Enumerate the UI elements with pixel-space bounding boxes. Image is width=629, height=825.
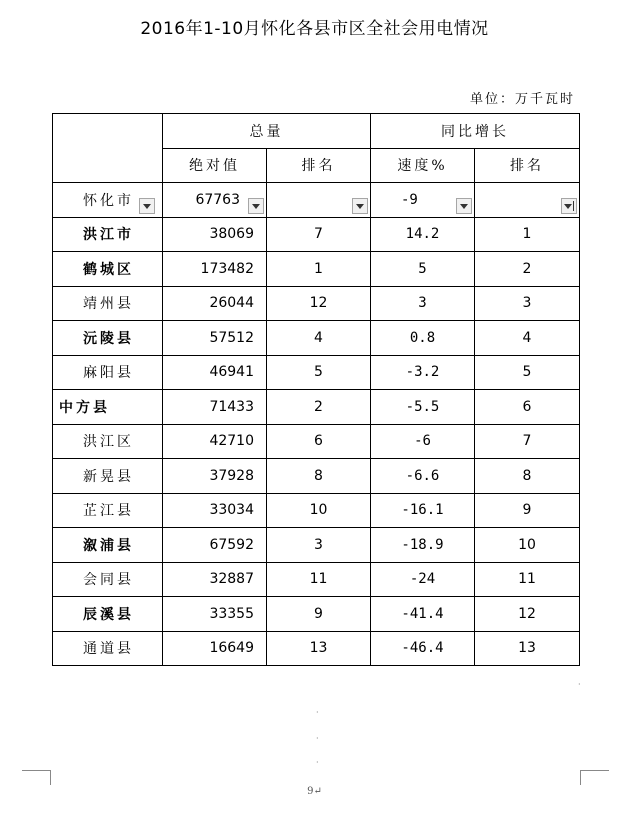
format-mark: · [316,734,319,743]
table-row [53,597,580,632]
cell-region-name: 中方县 [53,390,163,425]
cell-region-name: 洪江市 [53,217,163,252]
filter-cell-speed [371,183,475,218]
cell-speed: 5 [371,252,475,287]
table-row [53,562,580,597]
format-mark: · [316,758,319,767]
table-row [53,528,580,563]
cell-rank2: 2 [475,252,580,287]
cell-region-name: 溆浦县 [53,528,163,563]
cell-rank2: 5 [475,355,580,390]
cell-absolute: 33034 [163,493,267,528]
filter-speed-value: -9 [401,191,418,208]
cell-rank: 4 [267,321,371,356]
cell-rank: 7 [267,217,371,252]
header-rank: 排名 [267,148,371,183]
cell-region-name: 洪江区 [53,424,163,459]
page-corner-mark-right [580,770,609,785]
cell-rank2: 8 [475,459,580,494]
sort-icon[interactable] [561,198,577,214]
table-row [53,390,580,425]
cell-rank: 10 [267,493,371,528]
cell-rank2: 10 [475,528,580,563]
cell-absolute: 42710 [163,424,267,459]
cell-speed: -6 [371,424,475,459]
cell-rank2: 6 [475,390,580,425]
cell-speed: -16.1 [371,493,475,528]
cell-rank: 3 [267,528,371,563]
cell-rank: 11 [267,562,371,597]
cell-speed: 3 [371,286,475,321]
cell-speed: -24 [371,562,475,597]
filter-cell-absolute [163,183,267,218]
table-row [53,217,580,252]
cell-region-name: 芷江县 [53,493,163,528]
cell-absolute: 46941 [163,355,267,390]
cell-speed: 14.2 [371,217,475,252]
cell-region-name: 通道县 [53,631,163,666]
filter-cell-rank2 [475,183,580,218]
page-number: 9↵ [307,786,322,797]
cell-rank2: 11 [475,562,580,597]
filter-row [53,183,580,218]
cell-rank: 5 [267,355,371,390]
header-row-groups [53,114,580,149]
cell-absolute: 67592 [163,528,267,563]
cell-speed: -5.5 [371,390,475,425]
table-row [53,459,580,494]
filter-name-value: 怀化市 [83,192,134,209]
header-absolute: 绝对值 [163,148,267,183]
cell-rank2: 13 [475,631,580,666]
filter-cell-rank [267,183,371,218]
cell-rank2: 3 [475,286,580,321]
cell-speed: -41.4 [371,597,475,632]
cell-rank2: 12 [475,597,580,632]
cell-speed: -3.2 [371,355,475,390]
cell-region-name: 鹤城区 [53,252,163,287]
table-row [53,424,580,459]
chevron-down-icon[interactable] [248,198,264,214]
header-total: 总量 [163,114,371,149]
cell-region-name: 沅陵县 [53,321,163,356]
table-row [53,321,580,356]
cell-rank: 8 [267,459,371,494]
cell-region-name: 麻阳县 [53,355,163,390]
table-row [53,493,580,528]
cell-speed: -18.9 [371,528,475,563]
header-blank-cell [53,114,163,183]
cell-region-name: 靖州县 [53,286,163,321]
cell-rank2: 9 [475,493,580,528]
cell-absolute: 37928 [163,459,267,494]
cell-speed: -46.4 [371,631,475,666]
chevron-down-icon[interactable] [352,198,368,214]
cell-rank2: 7 [475,424,580,459]
cell-rank: 6 [267,424,371,459]
cell-absolute: 33355 [163,597,267,632]
cell-absolute: 71433 [163,390,267,425]
header-rank2: 排名 [475,148,580,183]
unit-label: 单位：万千瓦时 [469,92,575,107]
cell-rank: 12 [267,286,371,321]
cell-rank: 2 [267,390,371,425]
header-speed: 速度% [371,148,475,183]
filter-cell-name [53,183,163,218]
cell-absolute: 26044 [163,286,267,321]
cell-rank: 13 [267,631,371,666]
header-yoy-growth: 同比增长 [371,114,580,149]
page-corner-mark-left [22,770,51,785]
cell-absolute: 38069 [163,217,267,252]
cell-speed: -6.6 [371,459,475,494]
cell-absolute: 32887 [163,562,267,597]
chevron-down-icon[interactable] [456,198,472,214]
cell-region-name: 辰溪县 [53,597,163,632]
cell-rank: 9 [267,597,371,632]
electricity-table [52,113,580,666]
table-row [53,355,580,390]
cell-region-name: 会同县 [53,562,163,597]
format-mark: · [316,708,319,717]
table-row [53,286,580,321]
cell-rank2: 1 [475,217,580,252]
cell-speed: 0.8 [371,321,475,356]
filter-absolute-value: 67763 [195,191,240,208]
cell-absolute: 16649 [163,631,267,666]
format-mark: · [578,680,581,689]
page-title: 2016年1-10月怀化各县市区全社会用电情况 [140,19,489,39]
cell-absolute: 57512 [163,321,267,356]
cell-rank2: 4 [475,321,580,356]
cell-region-name: 新晃县 [53,459,163,494]
table-row [53,631,580,666]
cell-rank: 1 [267,252,371,287]
chevron-down-icon[interactable] [139,198,155,214]
cell-absolute: 173482 [163,252,267,287]
table-row [53,252,580,287]
